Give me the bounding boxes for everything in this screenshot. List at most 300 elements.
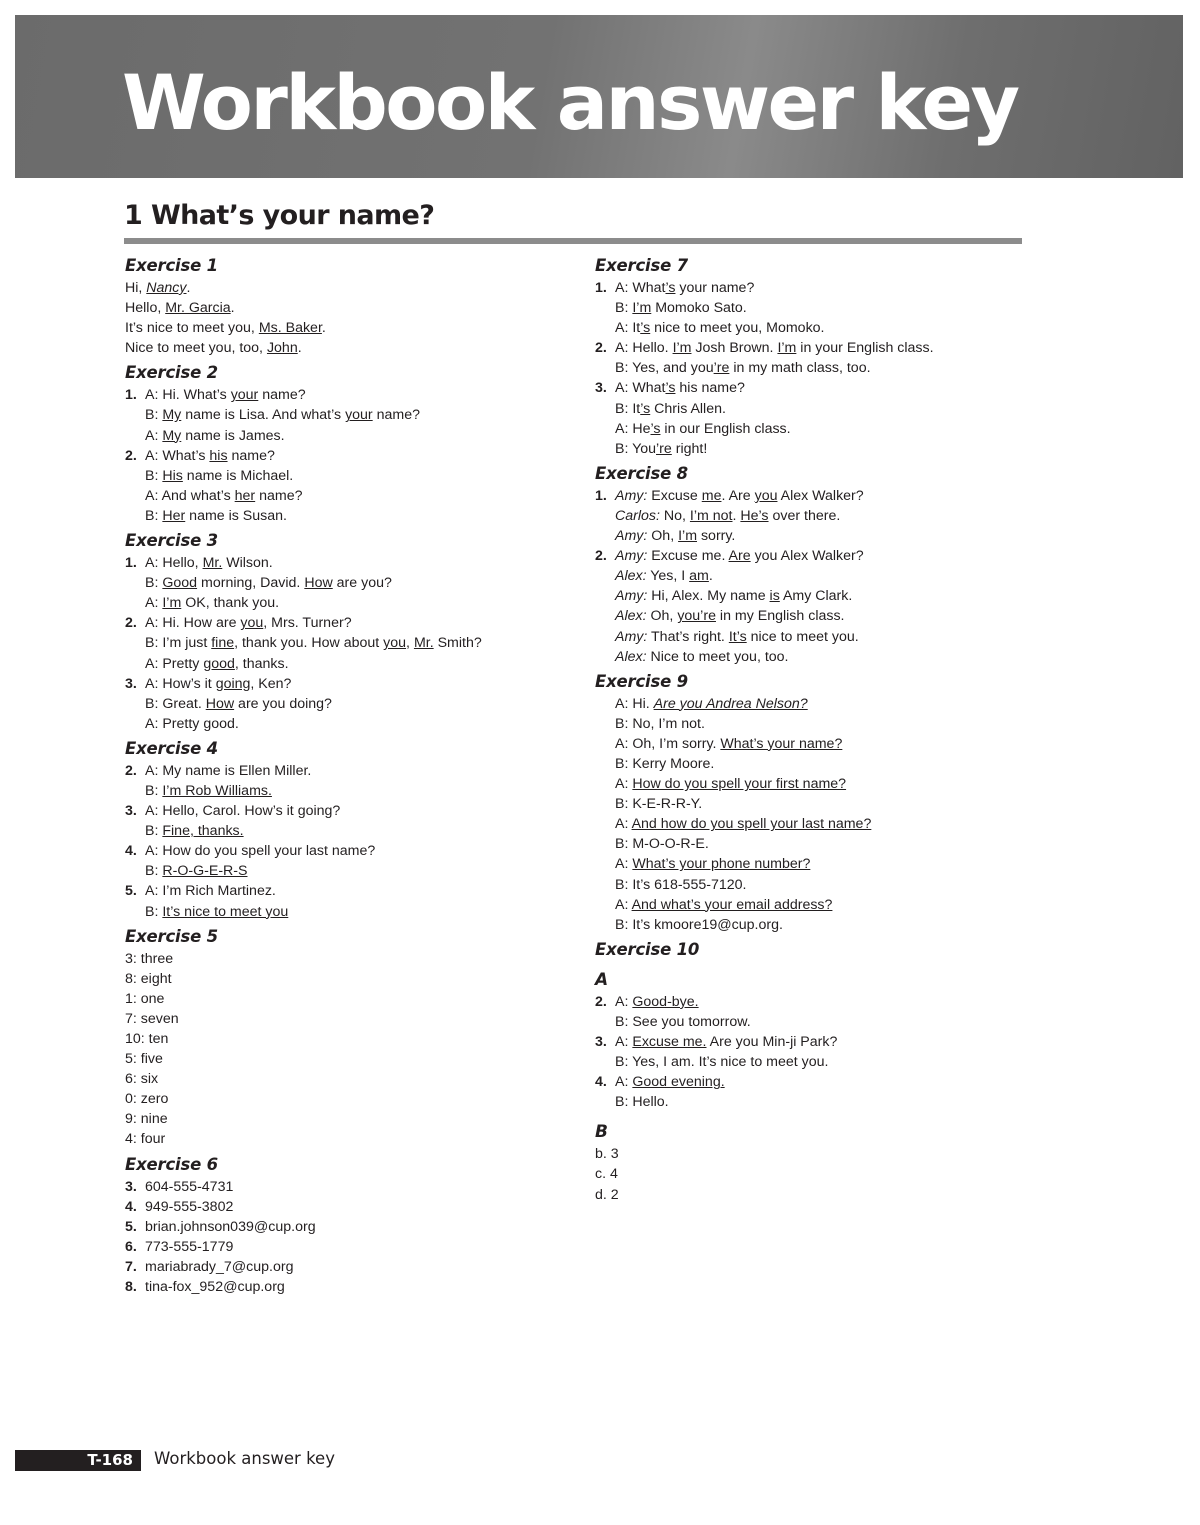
answer-text: . (708, 568, 713, 585)
answer-line (125, 1089, 565, 1109)
answer-text: Amy: (615, 548, 648, 565)
answer-text: Amy Clark. (779, 588, 853, 605)
answer-text: , Ken? (250, 675, 292, 692)
answer-blank: you’re (677, 608, 716, 625)
answer-line (125, 318, 565, 338)
answer-text: . Are (721, 487, 755, 504)
answer-blank: Mr. Garcia (165, 300, 231, 317)
item-number: 3. (595, 1034, 607, 1050)
answer-line (125, 1049, 565, 1069)
answer-blank: fine (211, 635, 235, 652)
answer-line (595, 606, 1025, 626)
answer-line (595, 915, 1025, 935)
answer-blank: Good evening. (632, 1074, 725, 1091)
answer-text: 0: zero (125, 1091, 169, 1108)
header-banner (15, 15, 1183, 178)
answer-line (595, 506, 1025, 526)
unit-title: 1 What’s your name? (124, 200, 435, 231)
answer-blank: Mr. (202, 555, 223, 572)
answer-line (595, 378, 1025, 398)
exercise-heading: Exercise 6 (125, 1154, 218, 1174)
answer-line (595, 419, 1025, 439)
answer-text: his name? (675, 380, 745, 397)
answer-blank: Good (162, 575, 198, 592)
answer-text: Smith? (433, 635, 482, 652)
answer-blank: I’m Rob Williams. (162, 782, 272, 799)
answer-text: name? (372, 407, 420, 424)
answer-blank: I’m (777, 340, 797, 357)
answer-line (125, 861, 565, 881)
footer-title: Workbook answer key (154, 1449, 335, 1468)
answer-line (125, 486, 565, 506)
answer-text: A: Pretty good. (145, 715, 239, 732)
answer-line (595, 875, 1025, 895)
answer-text: brian.johnson039@cup.org (145, 1218, 316, 1235)
answer-text: in my English class. (715, 608, 845, 625)
answer-text: B: Yes, I am. It’s nice to meet you. (615, 1054, 829, 1071)
answer-blank: Nancy (146, 280, 187, 296)
answer-text: . (186, 280, 191, 296)
answer-text: A: How’s it (145, 675, 216, 692)
item-number: 4. (595, 1074, 607, 1091)
answer-line (125, 841, 565, 861)
exercise-heading: Exercise 4 (125, 738, 218, 758)
answer-line (125, 573, 565, 593)
answer-text: A: Oh, I’m sorry. (615, 735, 721, 752)
exercise-section (125, 531, 565, 734)
answer-line (595, 854, 1025, 874)
answer-line (595, 734, 1025, 754)
answer-blank: ’re (656, 440, 672, 457)
answer-text: . (230, 300, 235, 317)
title-rule (124, 238, 1022, 244)
answer-text: B: It’s 618-555-7120. (615, 876, 747, 893)
item-number: 7. (125, 1258, 137, 1275)
answer-line (125, 949, 565, 969)
answer-text: 6: six (125, 1071, 159, 1088)
answer-text: 8: eight (125, 970, 172, 987)
exercise-section (595, 940, 1025, 1205)
answer-line (595, 318, 1025, 338)
answer-text: A: (615, 1034, 633, 1050)
answer-text: are you? (332, 575, 392, 592)
answer-text: B: (145, 782, 163, 799)
answer-blank: you (240, 615, 264, 632)
answer-text: 604-555-4731 (145, 1178, 234, 1195)
answer-line (595, 1144, 1025, 1164)
answer-line (125, 1277, 565, 1297)
answer-blank: I’m (672, 340, 692, 357)
answer-text: 7: seven (125, 1010, 179, 1027)
answer-text: That’s right. (647, 628, 729, 645)
answer-line (595, 399, 1025, 419)
answer-text: Hi, (125, 280, 147, 296)
answer-text: tina-fox_952@cup.org (145, 1279, 285, 1296)
answer-text: Amy: (615, 628, 648, 645)
item-number: 3. (595, 380, 607, 397)
answer-text: Nice to meet you, too, (125, 340, 267, 357)
answer-line (595, 1012, 1025, 1032)
answer-blank: My (162, 407, 182, 424)
answer-text: name is James. (181, 427, 285, 444)
answer-text: , (406, 635, 414, 652)
answer-blank: your (345, 407, 373, 424)
answer-text: 10: ten (125, 1031, 169, 1047)
answer-text: B: K-E-R-R-Y. (615, 796, 703, 813)
answer-line (595, 647, 1025, 667)
answer-line (125, 633, 565, 653)
answer-line (125, 1237, 565, 1257)
answer-text: A: Hello, Carol. How’s it going? (145, 803, 341, 820)
answer-text: B: Kerry Moore. (615, 755, 715, 772)
answer-text: nice to meet you. (746, 628, 859, 645)
answer-text: you Alex Walker? (750, 548, 864, 565)
answer-text: . (732, 507, 741, 524)
answer-text: A: What (615, 280, 666, 296)
answer-blank: I’m (678, 528, 698, 545)
answer-text: c. 4 (595, 1166, 618, 1183)
answer-text: 9: nine (125, 1111, 168, 1128)
answer-line (125, 881, 565, 901)
answer-blank: How do you spell your first name? (632, 776, 847, 793)
answer-line (125, 593, 565, 613)
answer-line (595, 895, 1025, 915)
answer-line (595, 774, 1025, 794)
item-number: 2. (595, 340, 607, 357)
answer-text: B: (615, 300, 633, 317)
answer-line (595, 526, 1025, 546)
answer-text: B: See you tomorrow. (615, 1013, 751, 1030)
answer-blank: Good-bye. (632, 993, 699, 1010)
answer-line (595, 358, 1025, 378)
answer-text: Amy: (615, 528, 648, 545)
exercise-section (595, 256, 1025, 459)
answer-text: It’s nice to meet you, (125, 320, 259, 337)
item-number: 3. (125, 1178, 137, 1195)
item-number: 1. (125, 555, 137, 572)
answer-text: A: My name is Ellen Miller. (145, 762, 312, 779)
answer-text: sorry. (697, 528, 736, 545)
answer-text: 4: four (125, 1131, 166, 1148)
answer-text: Carlos: (615, 507, 660, 524)
answer-text: No, (659, 507, 690, 524)
answer-line (125, 1029, 565, 1049)
answer-blank: am (689, 568, 709, 585)
answer-line (595, 754, 1025, 774)
answer-text: Chris Allen. (650, 400, 726, 417)
answer-line (125, 446, 565, 466)
answer-text: A: Hello. (615, 340, 673, 357)
answer-blank: What’s your name? (720, 735, 843, 752)
answer-line (125, 654, 565, 674)
answer-blank: It’s (728, 628, 747, 645)
subsection-label: A (595, 969, 609, 990)
answer-blank: His (162, 467, 183, 484)
answer-blank: ’re (713, 360, 730, 377)
answer-text: Amy: (615, 487, 648, 504)
exercise-heading: Exercise 1 (125, 256, 218, 275)
exercise-heading: Exercise 3 (125, 531, 218, 551)
exercise-section (595, 464, 1025, 667)
answer-blank: I’m not (689, 507, 733, 524)
answer-line (595, 586, 1025, 606)
exercise-section (125, 363, 565, 526)
answer-blank: your (230, 387, 259, 404)
answer-blank: Her (162, 507, 186, 524)
answer-text: name is Susan. (185, 507, 287, 524)
item-number: 4. (125, 843, 137, 860)
item-number: 2. (125, 447, 137, 464)
answer-line (125, 902, 565, 922)
item-number: 2. (595, 993, 607, 1010)
exercise-section (125, 739, 565, 922)
answer-text: A: Pretty (145, 655, 204, 672)
answer-text: 1: one (125, 990, 165, 1007)
answer-blank: And how do you spell your last name? (631, 816, 872, 833)
answer-text: name is Michael. (182, 467, 294, 484)
answer-text: 5: five (125, 1051, 163, 1068)
answer-text: A: (615, 896, 632, 913)
answer-line (595, 834, 1025, 854)
answer-line (595, 338, 1025, 358)
answer-line (595, 1185, 1025, 1205)
answer-text: Hello, (125, 300, 166, 317)
answer-text: Excuse me. (647, 548, 729, 565)
answer-text: A: (615, 816, 632, 833)
answer-line (125, 1217, 565, 1237)
answer-text: morning, David. (197, 575, 305, 592)
answer-text: A: What’s (145, 447, 210, 464)
answer-text: in my math class, too. (729, 360, 871, 377)
answer-line (595, 794, 1025, 814)
item-number: 5. (125, 883, 137, 900)
answer-blank: John (266, 340, 298, 357)
answer-blank: How (304, 575, 333, 592)
answer-blank: R-O-G-E-R-S (162, 863, 248, 880)
answer-blank: you (383, 635, 407, 652)
answer-text: Josh Brown. (691, 340, 778, 357)
answer-blank: Are (728, 548, 751, 565)
exercise-heading: Exercise 10 (595, 939, 700, 959)
answer-text: nice to meet you, Momoko. (650, 320, 825, 337)
exercise-heading: Exercise 5 (125, 926, 218, 946)
answer-blank: Mr. (413, 635, 434, 652)
exercise-section (125, 256, 565, 358)
item-number: 1. (595, 487, 607, 504)
answer-line (125, 801, 565, 821)
answer-line (125, 385, 565, 405)
answer-blank: What’s your phone number? (632, 856, 811, 873)
answer-line (595, 1052, 1025, 1072)
answer-line (595, 992, 1025, 1012)
answer-text: in our English class. (660, 420, 791, 437)
answer-text: B: (145, 407, 163, 424)
answer-line (125, 1069, 565, 1089)
answer-text: A: (145, 595, 163, 612)
answer-line (125, 1109, 565, 1129)
answer-blank: My (162, 427, 182, 444)
answer-blank: And what’s your email address? (631, 896, 833, 913)
answer-line (595, 278, 1025, 298)
answer-blank: I’m (632, 300, 652, 317)
answer-text: Amy: (615, 588, 648, 605)
answer-text: right! (671, 440, 708, 457)
answer-text: . (321, 320, 326, 337)
answer-text: B: Hello. (615, 1094, 669, 1111)
answer-blank: ’s (640, 320, 651, 337)
item-number: 2. (125, 762, 137, 779)
answer-text: A: Hi. How are (145, 615, 241, 632)
answer-text: , Mrs. Turner? (263, 615, 352, 632)
answer-text: Yes, I (646, 568, 690, 585)
answer-text: Alex: (615, 608, 647, 625)
answer-text: name? (227, 447, 275, 464)
answer-line (125, 781, 565, 801)
answer-text: Are you Min-ji Park? (706, 1034, 838, 1050)
answer-blank: ’s (665, 380, 676, 397)
answer-text: 3: three (125, 950, 174, 967)
answer-line (595, 546, 1025, 566)
answer-line (595, 298, 1025, 318)
answer-blank: Fine, thanks. (162, 823, 244, 840)
answer-blank: ’s (650, 420, 661, 437)
answer-text: in your English class. (796, 340, 934, 357)
answer-text: A: Hello, (145, 555, 203, 572)
answer-blank: I’m (162, 595, 182, 612)
answer-text: A: (615, 776, 633, 793)
exercise-heading: Exercise 9 (595, 671, 688, 691)
answer-line (595, 1164, 1025, 1184)
answer-text: B: It’s kmoore19@cup.org. (615, 916, 783, 933)
answer-blank: me (701, 487, 722, 504)
exercise-heading: Exercise 7 (595, 256, 688, 275)
answer-text: Hi, Alex. My name (647, 588, 770, 605)
answer-text: B: (145, 507, 163, 524)
answer-text: Alex: (615, 648, 647, 665)
answer-text: name? (258, 387, 306, 404)
subsection-label: B (595, 1122, 608, 1143)
page-number-badge (15, 1450, 141, 1471)
answer-blank: Ms. Baker (258, 320, 322, 337)
item-number: 1. (595, 280, 607, 296)
answer-text: B: (145, 575, 163, 592)
answer-text: A: (615, 993, 633, 1010)
answer-text: . (297, 340, 302, 357)
answer-line (595, 486, 1025, 506)
answer-text: Oh, (647, 528, 679, 545)
exercise-heading: Exercise 8 (595, 463, 688, 483)
answer-text: A: He (615, 420, 651, 437)
answer-text: B: Yes, and you (615, 360, 714, 377)
answer-line (595, 714, 1025, 734)
answer-line (125, 1257, 565, 1277)
answer-text: B: Great. (145, 695, 206, 712)
answer-text: b. 3 (595, 1146, 619, 1163)
answer-text: d. 2 (595, 1186, 619, 1203)
answer-text: A: How do you spell your last name? (145, 843, 376, 860)
answer-text: A: What (615, 380, 666, 397)
answer-text: 773-555-1779 (145, 1238, 234, 1255)
answer-text: Wilson. (222, 555, 273, 572)
answer-line (125, 553, 565, 573)
answer-text: B: (145, 467, 163, 484)
answer-line (125, 338, 565, 358)
right-column (595, 256, 1025, 1205)
item-number: 6. (125, 1238, 137, 1255)
answer-blank: going (215, 675, 251, 692)
answer-text: are you doing? (234, 695, 332, 712)
answer-text: B: (145, 823, 163, 840)
answer-blank: is (769, 588, 780, 605)
answer-line (125, 714, 565, 734)
answer-text: Nice to meet you, too. (646, 648, 789, 665)
answer-text: Oh, (646, 608, 678, 625)
answer-text: A: (145, 427, 163, 444)
answer-line (125, 426, 565, 446)
answer-line (125, 506, 565, 526)
answer-text: Momoko Sato. (651, 300, 747, 317)
answer-text: 949-555-3802 (145, 1198, 234, 1215)
page-title: Workbook answer key (122, 58, 1018, 147)
answer-line (125, 466, 565, 486)
answer-text: Excuse (647, 487, 702, 504)
answer-line (595, 439, 1025, 459)
exercise-section (595, 672, 1025, 935)
answer-text: A: Hi. (615, 695, 654, 712)
page-number: T-168 (87, 1451, 133, 1469)
answer-blank: her (234, 487, 256, 504)
answer-blank: you (754, 487, 778, 504)
answer-line (595, 694, 1025, 714)
answer-text: B: No, I’m not. (615, 715, 705, 732)
item-number: 2. (125, 615, 137, 632)
answer-line (125, 694, 565, 714)
answer-line (125, 1129, 565, 1149)
answer-line (125, 405, 565, 425)
answer-text: your name? (675, 280, 755, 296)
answer-line (125, 674, 565, 694)
answer-line (125, 1009, 565, 1029)
exercise-heading: Exercise 2 (125, 363, 218, 383)
exercise-section (125, 1155, 565, 1298)
item-number: 3. (125, 675, 137, 692)
answer-line (125, 989, 565, 1009)
answer-text: A: It (615, 320, 641, 337)
item-number: 8. (125, 1279, 137, 1296)
answer-text: B: M-O-O-R-E. (615, 836, 709, 853)
answer-text: , thank you. How about (234, 635, 384, 652)
answer-line (125, 1177, 565, 1197)
answer-text: , thanks. (234, 655, 289, 672)
answer-line (125, 278, 565, 298)
answer-blank: Are you Andrea Nelson? (653, 695, 808, 712)
exercise-section (125, 927, 565, 1150)
answer-text: A: (615, 856, 633, 873)
item-number: 4. (125, 1198, 137, 1215)
answer-blank: He’s (740, 507, 769, 524)
answer-line (125, 969, 565, 989)
answer-line (595, 627, 1025, 647)
answer-blank: his (209, 447, 228, 464)
answer-blank: ’s (640, 400, 651, 417)
answer-blank: ’s (665, 280, 676, 296)
answer-text: A: I’m Rich Martinez. (145, 883, 276, 900)
answer-line (595, 1032, 1025, 1052)
answer-text: B: (145, 863, 163, 880)
answer-line (595, 814, 1025, 834)
answer-line (595, 1092, 1025, 1112)
answer-line (595, 1072, 1025, 1092)
